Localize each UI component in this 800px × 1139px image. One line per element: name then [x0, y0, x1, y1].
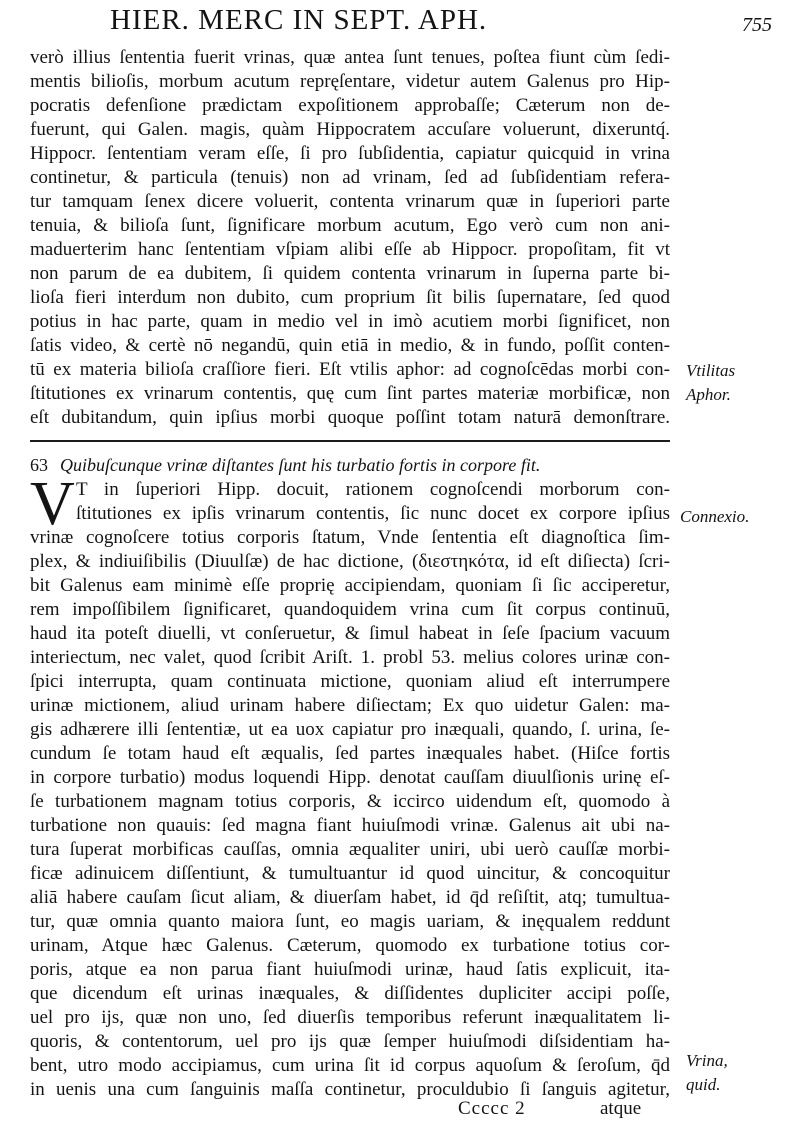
text-line: non parum de ea dubitem, ſi quidem contenta vrinarum in ſuperna parte bi-: [30, 263, 670, 284]
text-line: que dicendum eſt urinas inæquales, & diſſidentes dupliciter accipi poſſe,: [30, 983, 670, 1004]
text-line: pocratis defenſione prædictam expoſitionem approbaſſe; Cæterum non de-: [30, 95, 670, 116]
text-line: rem impoſſibilem ſignificaret, quandoquidem vrina cum ſit corpus continuū,: [30, 599, 670, 620]
text-line: tura ſuperat morbificas cauſſas, omnia æqualiter uniri, ubi uerò cauſſæ morbi-: [30, 839, 670, 860]
text-line: continetur, & particula (tenuis) non ad vrinam, ſed ad ſubſidentiam refera-: [30, 167, 670, 188]
aphorism-number: 63: [30, 455, 48, 475]
text-line: vrinæ cognoſcere totius corporis ſtatum, Vnde ſententia eſt diagnoſtica ſim-: [30, 527, 670, 548]
margin-note: Connexio.: [680, 507, 750, 526]
text-line: haud ita poteſt diuelli, vt conſeruetur, & ſimul habeat in ſeſe ſpacium vacuum: [30, 623, 670, 644]
text-line: eſt dubitandum, quin ipſius morbi quoque poſſint totam naturā demonſtrare.: [30, 407, 670, 428]
text-line: tenuia, & bilioſa ſunt, ſignificare morbum acutum, Ego verò cum non ani-: [30, 215, 670, 236]
text-line: urinæ mictionem, aliud urinam habere diſiectam; Ex quo uidetur Galen: ma-: [30, 695, 670, 716]
text-line: gis adhærere illi ſententiæ, ut ea uox capiatur pro inæquali, quando, ſ. urina, ſe-: [30, 719, 670, 740]
text-line: urinam, Atque hæc Galenus. Cæterum, quomodo ex turbatione totius cor-: [30, 935, 670, 956]
text-line: uel pro ijs, quæ non uno, ſed diuerſis temporibus referunt inæqualitatem li-: [30, 1007, 670, 1028]
aphorism-title: Quibuſcunque vrinæ diſtantes ſunt his turbatio fortis in corpore fit.: [60, 455, 541, 475]
text-line: potius in hac parte, quam in medio vel in imò acutiem morbi ſignificet, non: [30, 311, 670, 332]
text-line: bit Galenus eam minimè eſſe proprię accipiendam, quoniam ſi ſic acciperetur,: [30, 575, 670, 596]
text-line: bent, utro modo accipiamus, cum urina ſit id corpus aquoſum & ſeroſum, q̄d: [30, 1055, 670, 1076]
text-line: ſtitutiones ex ipſis vrinarum contentis, ſic nunc docet ex corpore ipſius: [76, 503, 670, 524]
text-line: tur tamquam ſenex dicere voluerit, contenta vrinarum quæ in ſuperiori parte: [30, 191, 670, 212]
text-line: cundum ſe totam haud eſt æqualis, ſed partes inæquales habet. (Hiſce fortis: [30, 743, 670, 764]
text-line: lioſa fieri interdum non dubito, cum proprium ſit bilis ſupernatare, ſed quod: [30, 287, 670, 308]
margin-note: Vrina,: [686, 1051, 728, 1070]
text-line: interiectum, nec valet, quod ſcribit Ariſt. 1. probl 53. melius colores urinæ con-: [30, 647, 670, 668]
text-line: ſatis video, & certè nō negandū, quin etiā in medio, & in fundo, poſſit conten-: [30, 335, 670, 356]
running-head: HIER. MERC IN SEPT. APH.: [110, 4, 488, 36]
text-line: plex, & indiuiſibilis (Diuulſæ) de hac dictione, (διεστηκότα, id eſt diſiecta) ſcri-: [30, 551, 670, 572]
text-line: verò illius ſententia fuerit vrinas, quæ antea ſunt tenues, poſtea fiunt cùm ſedi-: [30, 47, 670, 68]
signature-mark: Ccccc 2: [458, 1098, 526, 1119]
margin-note: quid.: [686, 1075, 721, 1094]
text-line: tur, quæ omnia quanto maiora ſunt, eo magis uariam, & inęqualem reddunt: [30, 911, 670, 932]
margin-note: Vtilitas: [686, 361, 736, 380]
text-line: in uenis una cum ſanguinis maſſa continetur, proculdubio ſi ſanguis agitetur,: [30, 1079, 670, 1100]
text-line: ſe turbationem magnam totius corporis, & iccirco uidendum eſt, quomodo à: [30, 791, 670, 812]
text-line: poris, atque ea non parua fiant huiuſmodi urinæ, haud ſatis explicuit, ita-: [30, 959, 670, 980]
text-line: fuerunt, qui Galen. magis, quàm Hippocratem accuſare voluerunt, dixeruntq́.: [30, 119, 670, 140]
text-line: mentis bilioſis, morbum acutum repręſentare, videtur autem Galenus pro Hip-: [30, 71, 670, 92]
text-line: ſpici interrupta, quam continuata mictione, quoniam aliud eſt interrumpere: [30, 671, 670, 692]
page-number: 755: [742, 14, 772, 36]
text-line: T in ſuperiori Hipp. docuit, rationem cognoſcendi morborum con-: [76, 479, 670, 500]
text-line: aliā habere cauſam ſicut aliam, & diuerſam habet, id q̄d reſiſtit, atq; tumultua-: [30, 887, 670, 908]
text-line: ſtitutiones ex vrinarum contentis, quę cum ſint partes materiæ morbificæ, non: [30, 383, 670, 404]
text-line: ficæ adinuicem diſſentiunt, & tumultuantur id quod uincitur, & concoquitur: [30, 863, 670, 884]
text-line: maduerterim hanc ſententiam vſpiam alibi eſſe ab Hippocr. propoſitam, fit vt: [30, 239, 670, 260]
text-line: quoris, & contentorum, uel pro ijs quæ ſemper huiuſmodi diſsidentiam ha-: [30, 1031, 670, 1052]
margin-note: Aphor.: [686, 385, 731, 404]
drop-cap: V: [30, 470, 75, 538]
text-line: turbatione non quauis: ſed magna fiant huiuſmodi vrinæ. Galenus ait ubi na-: [30, 815, 670, 836]
text-line: Hippocr. ſententiam veram eſſe, ſi pro ſubſidentia, capiatur quicquid in vrina: [30, 143, 670, 164]
catchword: atque: [600, 1098, 642, 1119]
text-line: in corpore turbatio) modus loquendi Hipp. denotat cauſſam diuulſionis urinę eſ-: [30, 767, 670, 788]
text-line: tū ex materia bilioſa craſſiore fieri. Eſt vtilis aphor: ad cognoſcēdas morbi con-: [30, 359, 670, 380]
section-divider: [30, 440, 670, 442]
